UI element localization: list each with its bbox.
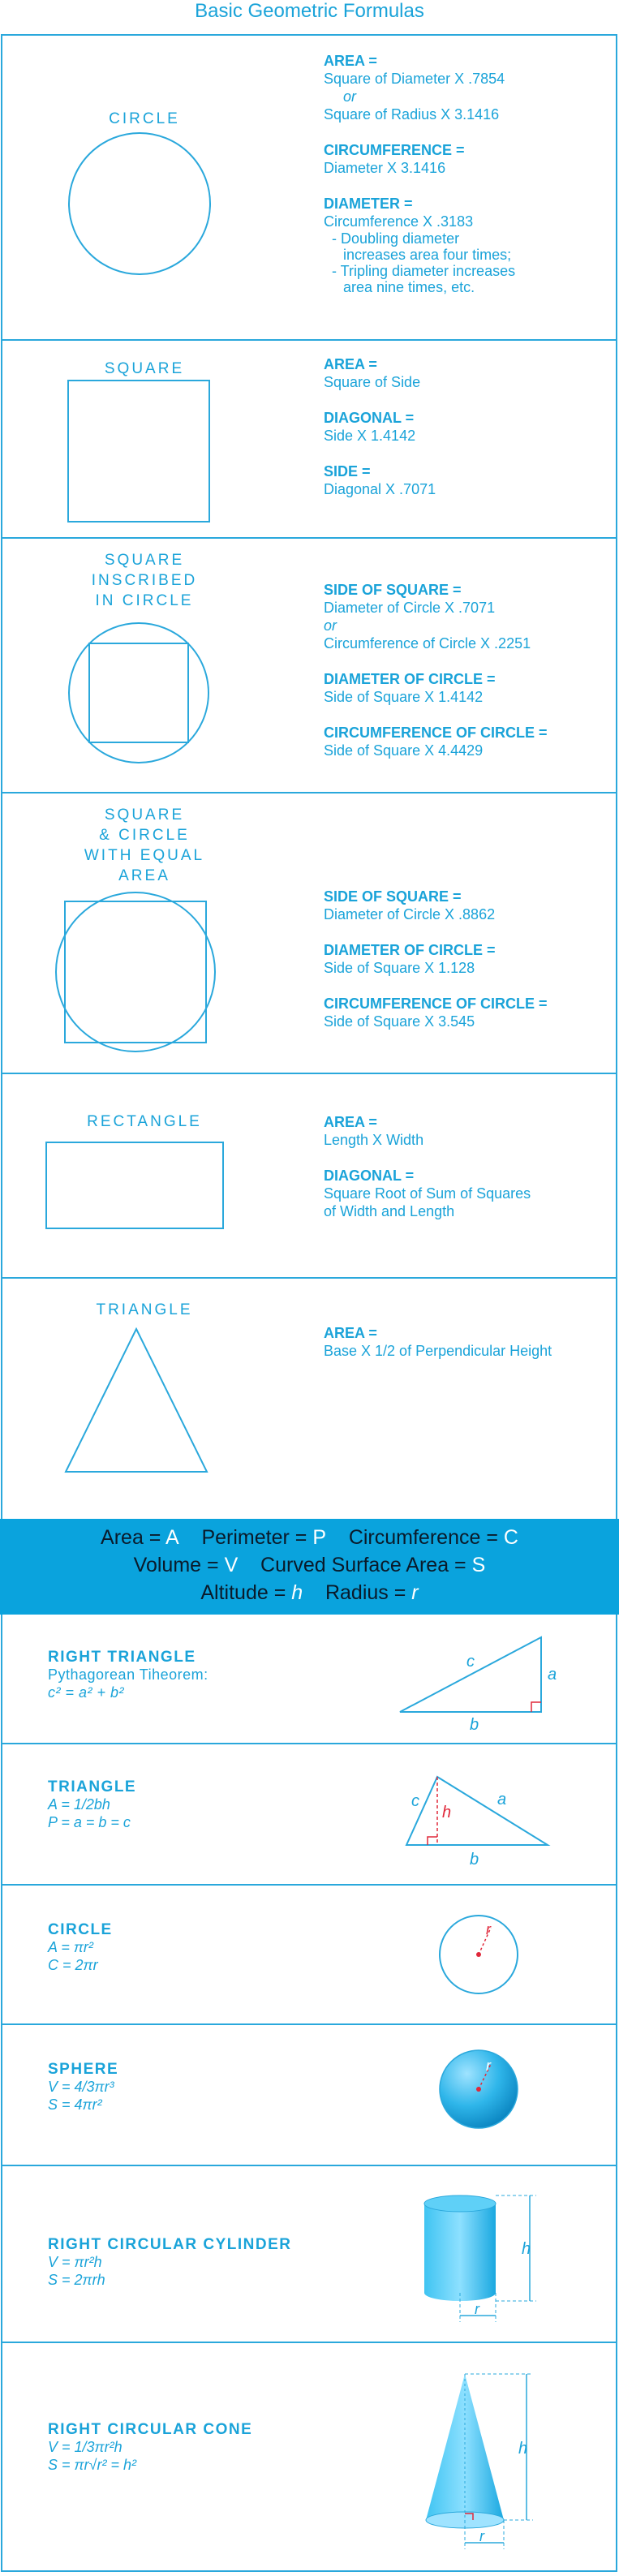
formula-heading: DIAMETER OF CIRCLE =: [324, 671, 496, 687]
rectangle-figure: [45, 1141, 226, 1232]
label-r: r: [486, 1921, 491, 1937]
formula-line: Circumference of Circle X .2251: [324, 635, 531, 652]
row-title: TRIANGLE: [48, 1778, 137, 1795]
formula-line: Square of Diameter X .7854: [324, 71, 505, 87]
legend-altitude-symbol: h: [291, 1581, 303, 1604]
label-h: h: [522, 2240, 531, 2258]
legend-circumference-label: Circumference =: [348, 1526, 498, 1549]
legend-perimeter-label: Perimeter =: [201, 1526, 307, 1549]
cylinder-figure: [415, 2186, 552, 2332]
row-formula-2: C = 2πr: [48, 1957, 98, 1973]
symbol-legend: [0, 1519, 619, 1615]
formula-line: Length X Width: [324, 1132, 424, 1148]
row-cone: [1, 2343, 617, 2572]
formula-heading: DIAMETER OF CIRCLE =: [324, 942, 496, 958]
formula-line: Square Root of Sum of Squares: [324, 1185, 531, 1202]
formula-heading: AREA =: [324, 1114, 377, 1130]
formula-or: or: [343, 88, 357, 105]
formula-block: [324, 355, 616, 498]
formula-line: Square of Side: [324, 374, 421, 390]
section-rectangle: [1, 1073, 617, 1277]
label-b: b: [470, 1716, 479, 1731]
row-formula-1: A = 1/2bh: [48, 1796, 110, 1813]
formula-block: [324, 1113, 616, 1220]
formula-heading: AREA =: [324, 356, 377, 372]
label-c: c: [411, 1792, 419, 1810]
label-a: a: [497, 1791, 507, 1808]
formula-block: [324, 1324, 616, 1360]
formula-or: or: [324, 617, 337, 634]
row-formula-2: S = 4πr²: [48, 2096, 102, 2113]
row-formula-1: V = πr²h: [48, 2254, 102, 2270]
legend-volume-symbol: V: [224, 1554, 239, 1576]
legend-surface-label: Curved Surface Area =: [260, 1554, 466, 1576]
row-cylinder: [1, 2166, 617, 2343]
label-a: a: [548, 1666, 557, 1684]
formula-line: Circumference X .3183: [324, 213, 474, 230]
row-circle: [1, 1886, 617, 2025]
row-formula-2: S = 2πrh: [48, 2272, 105, 2288]
legend-perimeter-symbol: P: [312, 1526, 327, 1549]
formula-line: Diameter X 3.1416: [324, 160, 446, 176]
formula-heading: DIAGONAL =: [324, 1168, 415, 1184]
formula-heading: CIRCUMFERENCE =: [324, 142, 465, 158]
formula-block: [324, 888, 616, 1030]
section-label: CIRCLE: [109, 110, 180, 127]
row-triangle: [1, 1744, 617, 1886]
row-title: RIGHT TRIANGLE: [48, 1649, 196, 1666]
formula-line: Diameter of Circle X .8862: [324, 906, 496, 922]
legend-volume-label: Volume =: [133, 1554, 219, 1576]
formula-line: Side X 1.4142: [324, 428, 416, 444]
formula-heading: DIAMETER =: [324, 196, 413, 212]
triangle-figure: [62, 1327, 210, 1475]
formula-heading: SIDE =: [324, 463, 371, 480]
formula-line: Square of Radius X 3.1416: [324, 106, 500, 123]
formula-line: Base X 1/2 of Perpendicular Height: [324, 1343, 552, 1359]
row-formula-1: V = 4/3πr³: [48, 2079, 114, 2095]
legend-area-symbol: A: [165, 1526, 179, 1549]
row-formula-1: V = 1/3πr²h: [48, 2439, 123, 2455]
row-title: RIGHT CIRCULAR CONE: [48, 2421, 253, 2438]
row-title: SPHERE: [48, 2061, 119, 2078]
section-label: RECTANGLE: [87, 1113, 202, 1130]
formula-heading: AREA =: [324, 53, 377, 69]
right-triangle-figure: [392, 1626, 587, 1731]
formula-heading: CIRCUMFERENCE OF CIRCLE =: [324, 725, 548, 741]
legend-surface-symbol: S: [471, 1554, 486, 1576]
formula-line: Diagonal X .7071: [324, 481, 436, 497]
row-title: CIRCLE: [48, 1921, 113, 1938]
label-r: r: [479, 2528, 484, 2544]
section-label: SQUARE: [104, 360, 185, 377]
row-sphere: [1, 2025, 617, 2166]
square-circle-equal-figure: [51, 888, 221, 1058]
legend-area-label: Area =: [101, 1526, 161, 1549]
circle-figure: [66, 130, 213, 277]
section-label: TRIANGLE: [96, 1301, 193, 1318]
cone-figure: [415, 2367, 552, 2562]
label-h: h: [442, 1804, 452, 1821]
row-formula-1: A = πr²: [48, 1939, 93, 1955]
label-c: c: [466, 1653, 475, 1671]
legend-radius-label: Radius =: [325, 1581, 406, 1604]
formula-block: [324, 581, 616, 759]
formula-line: of Width and Length: [324, 1203, 455, 1219]
section-triangle: [1, 1277, 617, 1519]
formula-heading: SIDE OF SQUARE =: [324, 888, 462, 905]
formula-heading: AREA =: [324, 1325, 377, 1341]
legend-circumference-symbol: C: [503, 1526, 518, 1549]
section-label: SQUARE & CIRCLE WITH EQUAL AREA: [84, 806, 205, 884]
legend-altitude-label: Altitude =: [200, 1581, 286, 1604]
square-figure: [67, 380, 212, 524]
formula-line: Diameter of Circle X .7071: [324, 600, 496, 616]
row-title: RIGHT CIRCULAR CYLINDER: [48, 2236, 292, 2253]
formula-line: Side of Square X 4.4429: [324, 742, 484, 759]
section-square-inscribed: [1, 537, 617, 792]
label-r: r: [486, 2058, 491, 2074]
formula-heading: SIDE OF SQUARE =: [324, 582, 462, 598]
formula-heading: CIRCUMFERENCE OF CIRCLE =: [324, 996, 548, 1012]
label-r: r: [475, 2301, 479, 2317]
formula-note: - Doubling diameter: [332, 230, 460, 247]
label-b: b: [470, 1851, 479, 1869]
row-formula-1: Pythagorean Tiheorem:: [48, 1666, 208, 1683]
circle-radius-figure: [434, 1910, 523, 1999]
legend-line-3: [0, 1579, 619, 1606]
formula-line: Side of Square X 3.545: [324, 1013, 475, 1030]
section-square: [1, 339, 617, 537]
formula-note: increases area four times;: [343, 247, 512, 263]
square-in-circle-figure: [66, 620, 212, 766]
legend-radius-symbol: r: [411, 1581, 419, 1604]
sphere-figure: [434, 2045, 523, 2134]
row-formula-2: P = a = b = c: [48, 1814, 131, 1830]
legend-line-1: [0, 1524, 619, 1551]
section-label: SQUARE INSCRIBED IN CIRCLE: [91, 552, 198, 609]
legend-line-2: [0, 1551, 619, 1579]
formula-note: area nine times, etc.: [343, 279, 475, 295]
row-right-triangle: [1, 1615, 617, 1744]
triangle-altitude-figure: [398, 1764, 561, 1869]
formula-heading: DIAGONAL =: [324, 410, 415, 426]
label-h: h: [518, 2440, 528, 2458]
section-equal-area: [1, 792, 617, 1073]
formula-block: [324, 52, 616, 295]
section-circle: [1, 34, 617, 339]
formula-note: - Tripling diameter increases: [332, 263, 516, 279]
row-formula-2: c² = a² + b²: [48, 1684, 125, 1701]
formula-line: Side of Square X 1.4142: [324, 689, 484, 705]
row-formula-2: S = πr√r² = h²: [48, 2457, 136, 2473]
formula-line: Side of Square X 1.128: [324, 960, 475, 976]
page-title: Basic Geometric Formulas: [195, 0, 424, 22]
